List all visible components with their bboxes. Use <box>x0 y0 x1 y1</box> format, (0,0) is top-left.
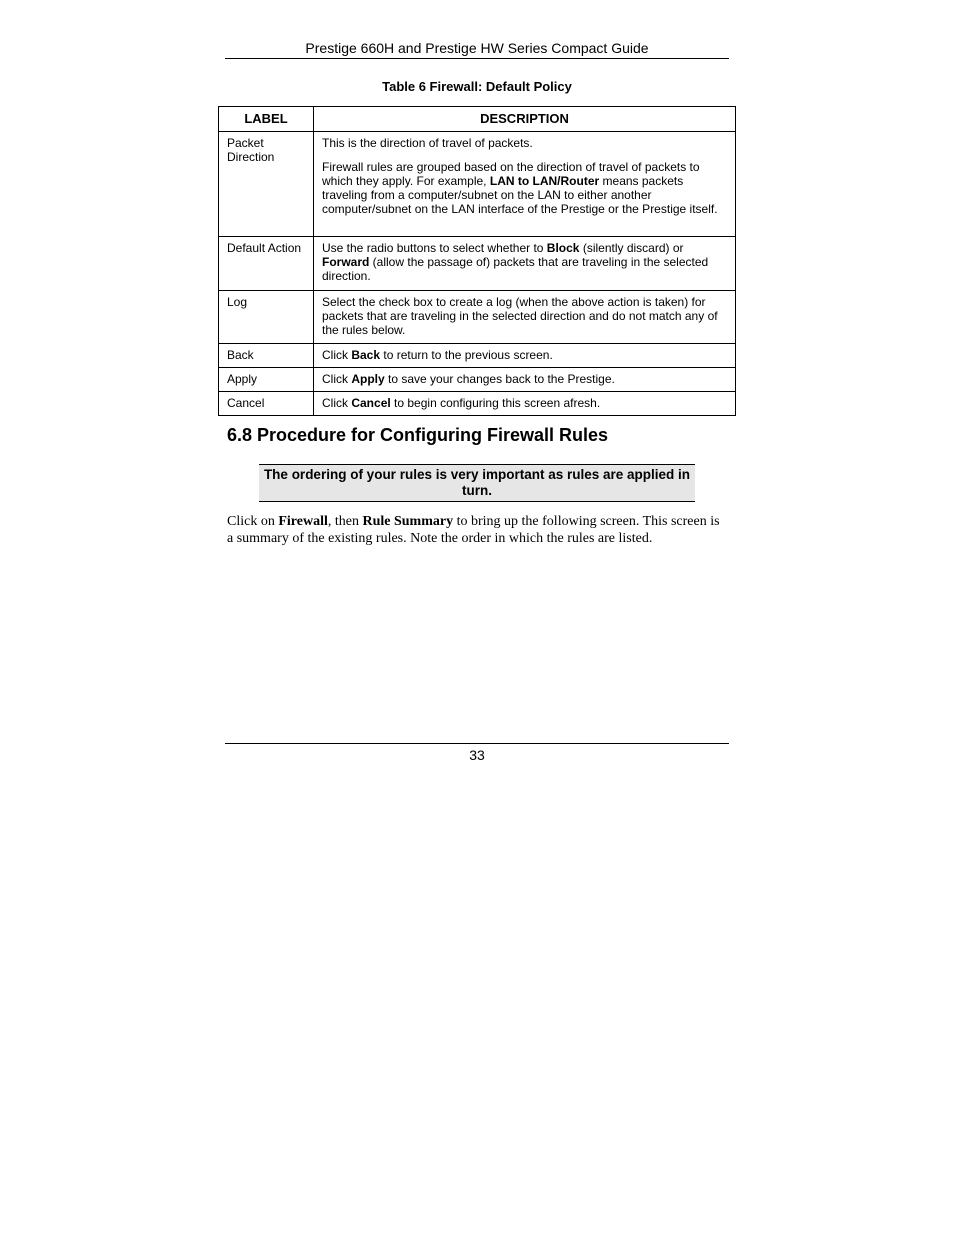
body-paragraph <box>227 513 727 547</box>
bold-term: Block <box>546 241 580 255</box>
table-header-row <box>219 107 736 132</box>
row-description: Select the check box to create a log (when the above action is taken) for packets that are traveling in the selected direction and do not match any of the rules below. <box>314 291 736 344</box>
page-number: 33 <box>469 747 485 763</box>
section-heading: 6.8 Procedure for Configuring Firewall Rules <box>227 425 609 445</box>
table-row <box>219 132 736 237</box>
bold-term: Forward <box>322 255 370 269</box>
text-run: to return to the previous screen. <box>380 348 553 362</box>
row-label: Packet Direction <box>219 132 314 237</box>
text-run: Use the radio buttons to select whether to <box>322 241 547 255</box>
row-description <box>314 392 736 416</box>
text-run: Firewall rules are grouped based on the direction of travel of packets to which they apply. For example, <box>322 160 700 188</box>
bold-term: Firewall <box>278 514 328 529</box>
bold-term: Cancel <box>351 396 391 410</box>
table-row <box>219 392 736 416</box>
text-run: to bring up the following screen. This screen is a summary of the existing rules. Note the order in which the rules are listed. <box>227 514 720 546</box>
guide-title: Prestige 660H and Prestige HW Series Compact Guide <box>305 40 649 56</box>
description-paragraph <box>322 160 727 216</box>
row-label: Cancel <box>219 392 314 416</box>
row-description <box>314 132 736 237</box>
text-run: (silently discard) or <box>579 241 684 255</box>
page-footer <box>225 743 729 764</box>
text-run: to begin configuring this screen afresh. <box>390 396 601 410</box>
table-caption: Table 6 Firewall: Default Policy <box>382 79 572 94</box>
table-row <box>219 344 736 368</box>
table-row <box>219 368 736 392</box>
row-description <box>314 237 736 291</box>
text-run: , then <box>327 514 363 529</box>
text-run: Click <box>322 372 352 386</box>
page-header <box>225 39 729 59</box>
default-policy-table <box>218 106 736 416</box>
description-paragraph: This is the direction of travel of packets. <box>322 136 533 150</box>
table-row <box>219 291 736 344</box>
bold-term: Apply <box>351 372 385 386</box>
bold-term: LAN to LAN/Router <box>489 174 600 188</box>
text-run: Click <box>322 396 352 410</box>
column-header-label: LABEL <box>219 107 314 132</box>
bold-term: Rule Summary <box>362 514 454 529</box>
text-run: (allow the passage of) packets that are traveling in the selected direction. <box>322 255 709 283</box>
row-label: Default Action <box>219 237 314 291</box>
row-description <box>314 344 736 368</box>
row-label: Log <box>219 291 314 344</box>
row-label: Apply <box>219 368 314 392</box>
bold-term: Back <box>351 348 381 362</box>
row-description <box>314 368 736 392</box>
row-label: Back <box>219 344 314 368</box>
text-run: Click <box>322 348 352 362</box>
table-row <box>219 237 736 291</box>
text-run: to save your changes back to the Prestige. <box>384 372 615 386</box>
text-run: Click on <box>227 514 279 529</box>
text-run: means packets traveling from a computer/subnet on the LAN to either another computer/subnet on the LAN interface of the Prestige or the Prestige itself. <box>322 174 718 216</box>
note-box: The ordering of your rules is very important as rules are applied in turn. <box>259 464 695 502</box>
column-header-description: DESCRIPTION <box>314 107 736 132</box>
